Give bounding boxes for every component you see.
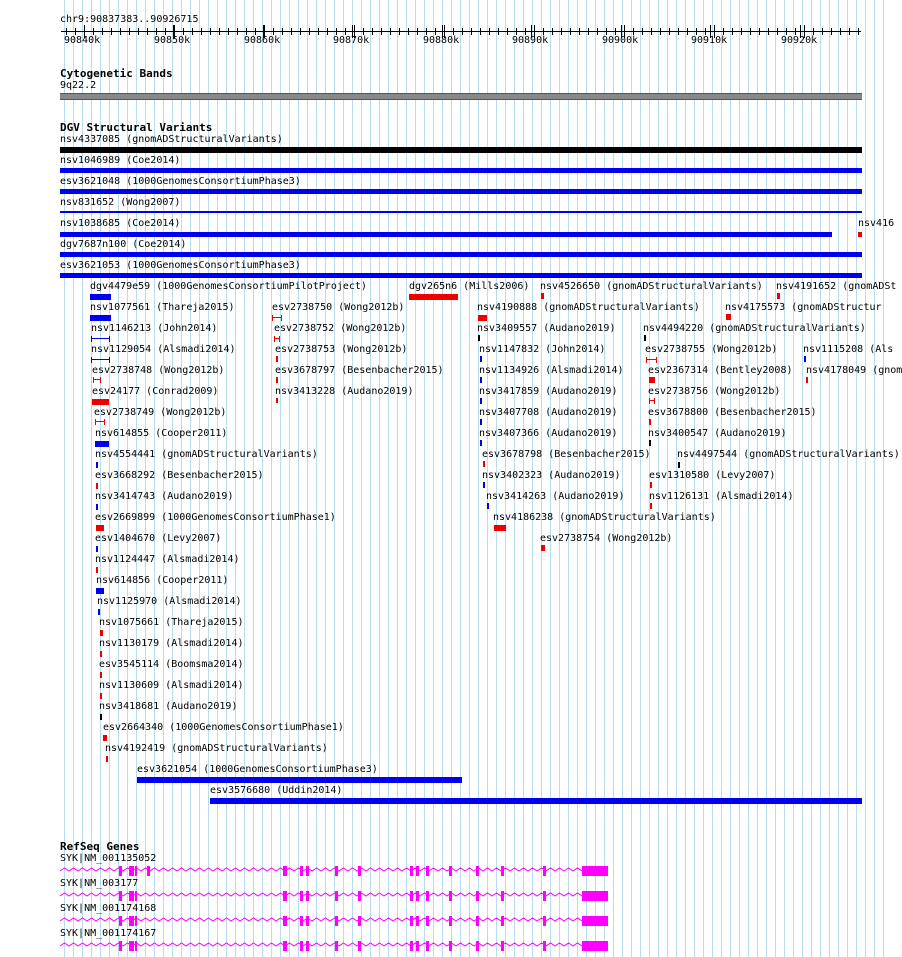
exon-block [476,941,479,951]
dgv-variant-label[interactable]: nsv1146213 (John2014) [91,323,218,334]
dgv-variant-label[interactable]: esv24177 (Conrad2009) [92,386,219,397]
exon-block [129,916,134,926]
dgv-variant-label[interactable]: nsv1124447 (Alsmadi2014) [95,554,240,565]
exon-block [335,866,338,876]
exon-block [283,916,287,926]
region-label: chr9:90837383..90926715 [60,14,199,25]
dgv-variant-label[interactable]: nsv3418681 (Audano2019) [99,701,238,712]
exon-block [426,891,429,901]
exon-block [449,891,452,901]
exon-block [543,891,546,901]
exon-block [358,941,361,951]
exon-block [306,941,309,951]
dgv-variant-label[interactable]: nsv4175573 (gnomADStructur [725,302,882,313]
ruler-tick-label: 90840k [64,35,101,46]
exon-block [410,891,413,901]
exon-block [358,891,361,901]
exon-block [416,891,419,901]
dgv-variant-label[interactable]: esv2738755 (Wong2012b) [645,344,778,355]
exon-block [306,866,309,876]
exon-block [300,916,303,926]
exon-block [426,941,429,951]
cytoband-track-title: Cytogenetic Bands [60,67,173,80]
exon-block [335,941,338,951]
dgv-variant-label[interactable]: esv3621054 (1000GenomesConsortiumPhase3) [137,764,378,775]
dgv-variant-label[interactable]: dgv4479e59 (1000GenomesConsortiumPilotProject) [90,281,367,292]
exon-block [476,916,479,926]
dgv-variant-label[interactable]: nsv3400547 (Audano2019) [648,428,787,439]
exon-block [501,866,504,876]
dgv-variant-label[interactable]: dgv7687n100 (Coe2014) [60,239,187,250]
dgv-variant-label[interactable]: esv3621053 (1000GenomesConsortiumPhase3) [60,260,301,271]
dgv-variant-label[interactable]: esv3668292 (Besenbacher2015) [95,470,264,481]
dgv-variant-label[interactable]: nsv1125970 (Alsmadi2014) [97,596,242,607]
exon-block [119,941,122,951]
exon-block [129,941,134,951]
dgv-variant-label[interactable]: nsv1129054 (Alsmadi2014) [91,344,236,355]
dgv-variant-label[interactable]: esv2738749 (Wong2012b) [94,407,227,418]
exon-block [283,941,287,951]
exon-block [306,891,309,901]
dgv-variant-label[interactable]: dgv265n6 (Mills2006) [409,281,530,292]
dgv-variant-label[interactable]: nsv1046989 (Coe2014) [60,155,181,166]
cytoband-label: 9q22.2 [60,80,97,91]
dgv-variant-label[interactable]: nsv1126131 (Alsmadi2014) [649,491,794,502]
dgv-variant-label[interactable]: nsv4190888 (gnomADStructuralVariants) [477,302,700,313]
ruler-tick-label: 90850k [154,35,191,46]
transcript-label[interactable]: SYK|NM_001174167 [60,928,157,939]
refseq-track-title: RefSeq Genes [60,840,140,853]
dgv-variant-label[interactable]: esv2738753 (Wong2012b) [275,344,408,355]
exon-block [426,866,429,876]
exon-block [300,891,303,901]
exon-block [416,941,419,951]
exon-block [300,866,303,876]
exon-block [426,916,429,926]
dgv-variant-label[interactable]: nsv3413228 (Audano2019) [275,386,414,397]
exon-block [449,916,452,926]
exon-block [543,916,546,926]
dgv-variant-label[interactable]: esv2738752 (Wong2012b) [274,323,407,334]
dgv-variant-label[interactable]: nsv4178049 (gnom [806,365,902,376]
dgv-variant-label[interactable]: esv2367314 (Bentley2008) [648,365,793,376]
dgv-variant-label[interactable]: nsv1147832 (John2014) [479,344,606,355]
dgv-variant-label[interactable]: esv3678800 (Besenbacher2015) [648,407,817,418]
exon-block [283,866,287,876]
exon-block [501,916,504,926]
dgv-variant-label[interactable]: esv3678798 (Besenbacher2015) [482,449,651,460]
dgv-variant-label[interactable]: nsv1134926 (Alsmadi2014) [479,365,624,376]
exon-block [410,866,413,876]
exon-block [147,866,150,876]
dgv-variant-label[interactable]: nsv4526650 (gnomADStructuralVariants) [540,281,763,292]
dgv-variant-label[interactable]: esv2738750 (Wong2012b) [272,302,405,313]
exon-block [501,941,504,951]
exon-block [335,891,338,901]
dgv-variant-label[interactable]: nsv3414263 (Audano2019) [486,491,625,502]
dgv-variant-label[interactable]: esv2738754 (Wong2012b) [540,533,673,544]
exon-block [129,891,134,901]
ruler-tick-label: 90920k [781,35,818,46]
transcript-label[interactable]: SYK|NM_001135052 [60,853,157,864]
ruler-tick-label: 90870k [333,35,370,46]
dgv-variant-label[interactable]: esv1404670 (Levy2007) [95,533,222,544]
exon-block [416,916,419,926]
dgv-variant-label[interactable]: esv3678797 (Besenbacher2015) [275,365,444,376]
terminal-exon-block [582,866,608,876]
ruler-tick-label: 90860k [244,35,281,46]
dgv-variant-label[interactable]: nsv1077561 (Thareja2015) [90,302,235,313]
exon-block [335,916,338,926]
ruler-tick-label: 90890k [512,35,549,46]
dgv-variant-label[interactable]: nsv4186238 (gnomADStructuralVariants) [493,512,716,523]
exon-block [501,891,504,901]
dgv-variant-label[interactable]: nsv1115208 (Als [803,344,894,355]
exon-block [135,866,137,876]
dgv-variant-label[interactable]: esv3545114 (Boomsma2014) [99,659,244,670]
dgv-variant-label[interactable]: nsv4337085 (gnomADStructuralVariants) [60,134,283,145]
exon-block [543,941,546,951]
exon-block [410,916,413,926]
dgv-variant-label[interactable]: nsv3409557 (Audano2019) [477,323,616,334]
dgv-variant-label[interactable]: nsv4192419 (gnomADStructuralVariants) [105,743,328,754]
dgv-track-title: DGV Structural Variants [60,121,213,134]
exon-block [476,891,479,901]
exon-block [476,866,479,876]
dgv-variant-label[interactable]: nsv1075661 (Thareja2015) [99,617,244,628]
exon-block [543,866,546,876]
exon-block [416,866,419,876]
terminal-exon-block [582,891,608,901]
exon-block [135,916,137,926]
exon-block [358,916,361,926]
dgv-variant-label[interactable]: nsv4554441 (gnomADStructuralVariants) [95,449,318,460]
exon-block [300,941,303,951]
exon-block [358,866,361,876]
exon-block [119,916,122,926]
exon-block [135,941,137,951]
exon-block [410,941,413,951]
exon-block [449,941,452,951]
dgv-variant-label[interactable]: esv2738756 (Wong2012b) [648,386,781,397]
dgv-variant-label[interactable]: nsv831652 (Wong2007) [60,197,181,208]
dgv-variant-label[interactable]: nsv3407366 (Audano2019) [479,428,618,439]
dgv-variant-label[interactable]: nsv4497544 (gnomADStructuralVariants) [677,449,900,460]
dgv-variant-label[interactable]: nsv4191652 (gnomADSt [776,281,897,292]
exon-block [306,916,309,926]
exon-block [119,866,122,876]
dgv-variant-label[interactable]: esv2664340 (1000GenomesConsortiumPhase1) [103,722,344,733]
dgv-variant-label[interactable]: nsv3414743 (Audano2019) [95,491,234,502]
dgv-variant-label[interactable]: nsv1130179 (Alsmadi2014) [99,638,244,649]
terminal-exon-block [582,941,608,951]
dgv-variant-label[interactable]: esv3621048 (1000GenomesConsortiumPhase3) [60,176,301,187]
dgv-variant-label[interactable]: nsv1038685 (Coe2014) [60,218,181,229]
dgv-variant-label[interactable]: nsv1130609 (Alsmadi2014) [99,680,244,691]
dgv-variant-label[interactable]: nsv3407708 (Audano2019) [479,407,618,418]
dgv-variant-label[interactable]: esv1310580 (Levy2007) [649,470,776,481]
dgv-variant-label[interactable]: esv2738748 (Wong2012b) [92,365,225,376]
dgv-variant-label[interactable]: nsv3402323 (Audano2019) [482,470,621,481]
dgv-variant-label[interactable]: nsv3417859 (Audano2019) [479,386,618,397]
dgv-variant-label[interactable]: esv2669899 (1000GenomesConsortiumPhase1) [95,512,336,523]
exon-block [129,866,134,876]
exon-block [283,891,287,901]
exon-block [119,891,122,901]
exon-block [135,891,137,901]
dgv-variant-label[interactable]: nsv416 [858,218,895,229]
ruler-tick-label: 90900k [602,35,639,46]
dgv-variant-label[interactable]: nsv614855 (Cooper2011) [95,428,228,439]
ruler-tick-label: 90880k [423,35,460,46]
dgv-variant-label[interactable]: nsv614856 (Cooper2011) [96,575,229,586]
transcript-label[interactable]: SYK|NM_003177 [60,878,139,889]
dgv-variant-label[interactable]: esv3576680 (Uddin2014) [210,785,343,796]
ruler-tick-label: 90910k [691,35,728,46]
terminal-exon-block [582,916,608,926]
dgv-variant-label[interactable]: nsv4494220 (gnomADStructuralVariants) [643,323,866,334]
exon-block [449,866,452,876]
transcript-label[interactable]: SYK|NM_001174168 [60,903,157,914]
